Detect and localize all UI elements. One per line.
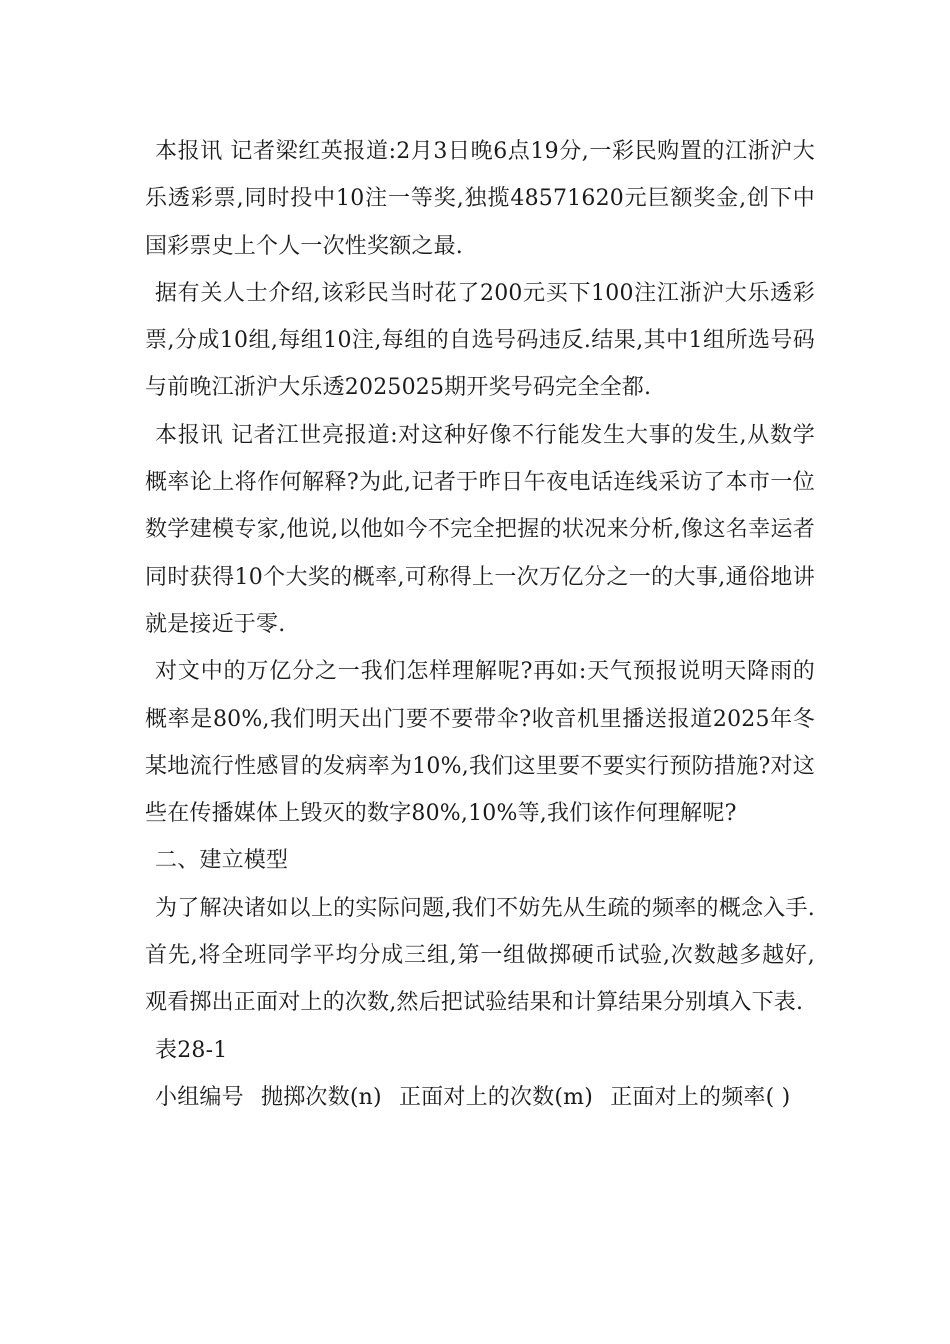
paragraph-model-intro: 为了解决诸如以上的实际问题,我们不妨先从生疏的频率的概念入手.首先,将全班同学平均分成三组,第一组做掷硬币试验,次数越多越好,观看掷出正面对上的次数,然后把试验结果和计算结果分别填入下表. — [145, 895, 815, 1016]
section-heading: 二、建立模型 — [155, 848, 289, 874]
paragraph-news-report-2: 据有关人士介绍,该彩民当时花了200元买下100注江浙沪大乐透彩票,分成10组,每组10注,每组的自选号码违反.结果,其中1组所选号码与前晚江浙沪大乐透2025025期开奖号码完全全都. — [145, 280, 815, 401]
table-caption: 表28-1 — [155, 1037, 228, 1063]
table-header-heads-count: 正面对上的次数(m) — [398, 1084, 593, 1110]
paragraph-news-report-3: 本报讯 记者江世亮报道:对这种好像不行能发生大事的发生,从数学概率论上将作何解释?为此,记者于昨日午夜电话连线采访了本市一位数学建模专家,他说,以他如今不完全把握的状况来分析,像这名幸运者同时获得10个大奖的概率,可称得上一次万亿分之一的大事,通俗地讲就是接近于零. — [145, 422, 815, 637]
paragraph-question: 对文中的万亿分之一我们怎样理解呢?再如:天气预报说明天降雨的概率是80%,我们明天出门要不要带伞?收音机里播送报道2025年冬某地流行性感冒的发病率为10%,我们这里要不要实行预防措施?对这些在传播媒体上毁灭的数字80%,10%等,我们该作何理解呢? — [145, 659, 815, 827]
table-header-group-number: 小组编号 — [155, 1084, 244, 1110]
document-body — [145, 128, 815, 1121]
table-header-row — [145, 1074, 815, 1121]
paragraph-news-report-1: 本报讯 记者梁红英报道:2月3日晚6点19分,一彩民购置的江浙沪大乐透彩票,同时投中10注一等奖,独揽48571620元巨额奖金,创下中国彩票史上个人一次性奖额之最. — [145, 139, 815, 259]
table-header-toss-count: 抛掷次数(n) — [261, 1084, 382, 1110]
table-header-heads-frequency: 正面对上的频率( ) — [610, 1084, 791, 1110]
